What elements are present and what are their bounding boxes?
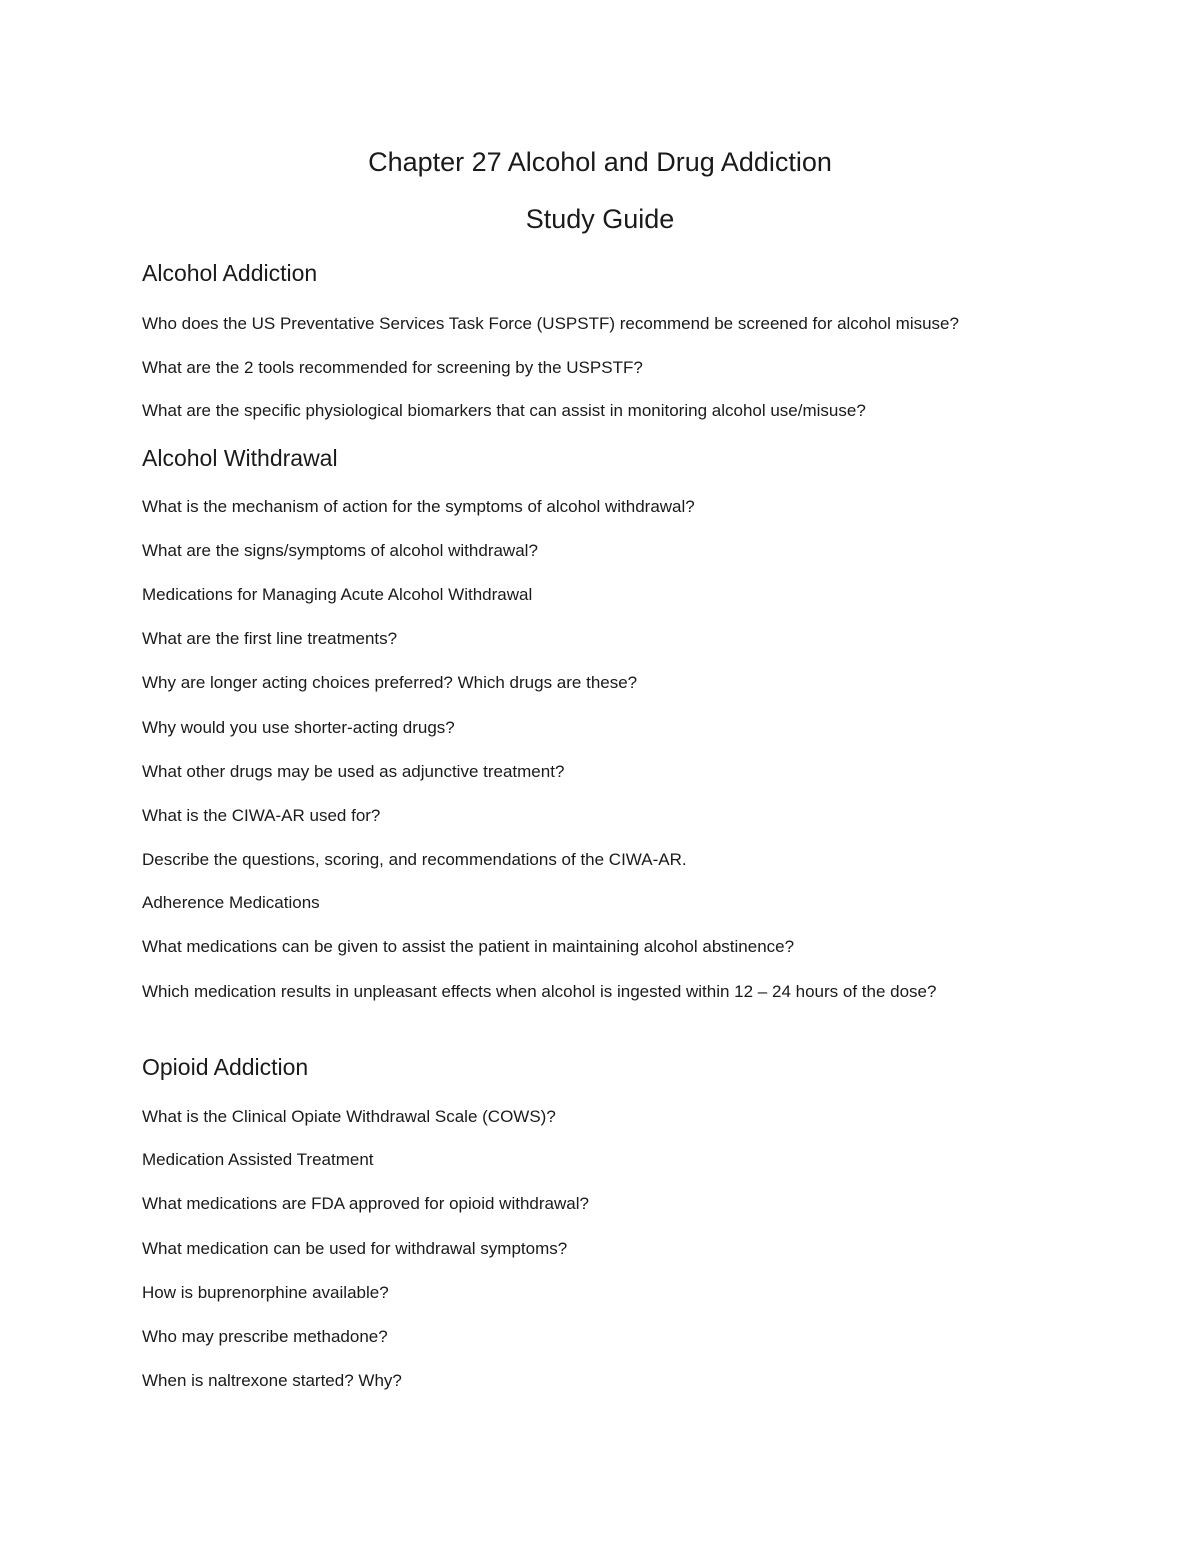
section-heading-alcohol-addiction: Alcohol Addiction bbox=[142, 260, 318, 286]
question-line: What are the first line treatments? bbox=[142, 629, 398, 648]
question-line: What is the CIWA-AR used for? bbox=[142, 806, 381, 825]
question-line: What are the specific physiological biomarkers that can assist in monitoring alcohol use/misuse? bbox=[142, 401, 866, 420]
question-line: Describe the questions, scoring, and recommendations of the CIWA-AR. bbox=[142, 850, 687, 869]
question-line: What medications can be given to assist the patient in maintaining alcohol abstinence? bbox=[142, 937, 795, 956]
question-line: How is buprenorphine available? bbox=[142, 1283, 389, 1302]
page-subtitle: Study Guide bbox=[525, 204, 675, 234]
question-line: What medications are FDA approved for opioid withdrawal? bbox=[142, 1194, 589, 1213]
section-heading-alcohol-withdrawal: Alcohol Withdrawal bbox=[142, 445, 338, 471]
question-line: What is the mechanism of action for the symptoms of alcohol withdrawal? bbox=[142, 497, 695, 516]
question-line: When is naltrexone started? Why? bbox=[142, 1371, 402, 1390]
question-line: What is the Clinical Opiate Withdrawal Scale (COWS)? bbox=[142, 1107, 556, 1126]
section-heading-opioid-addiction: Opioid Addiction bbox=[142, 1054, 309, 1080]
subtopic-line: Medication Assisted Treatment bbox=[142, 1150, 374, 1169]
question-line: Who may prescribe methadone? bbox=[142, 1327, 388, 1346]
question-line: Which medication results in unpleasant effects when alcohol is ingested within 12 – 24 hours of the dose? bbox=[142, 982, 937, 1001]
page-title: Chapter 27 Alcohol and Drug Addiction bbox=[368, 147, 832, 177]
question-line: What medication can be used for withdrawal symptoms? bbox=[142, 1239, 568, 1258]
subtopic-line: Adherence Medications bbox=[142, 893, 320, 912]
question-line: What are the 2 tools recommended for screening by the USPSTF? bbox=[142, 358, 643, 377]
question-line: Why would you use shorter-acting drugs? bbox=[142, 718, 455, 737]
question-line: What are the signs/symptoms of alcohol withdrawal? bbox=[142, 541, 538, 560]
subtopic-line: Medications for Managing Acute Alcohol Withdrawal bbox=[142, 585, 533, 604]
question-line: What other drugs may be used as adjunctive treatment? bbox=[142, 762, 565, 781]
question-line: Who does the US Preventative Services Task Force (USPSTF) recommend be screened for alcohol misuse? bbox=[142, 314, 959, 333]
question-line: Why are longer acting choices preferred? Which drugs are these? bbox=[142, 673, 638, 692]
